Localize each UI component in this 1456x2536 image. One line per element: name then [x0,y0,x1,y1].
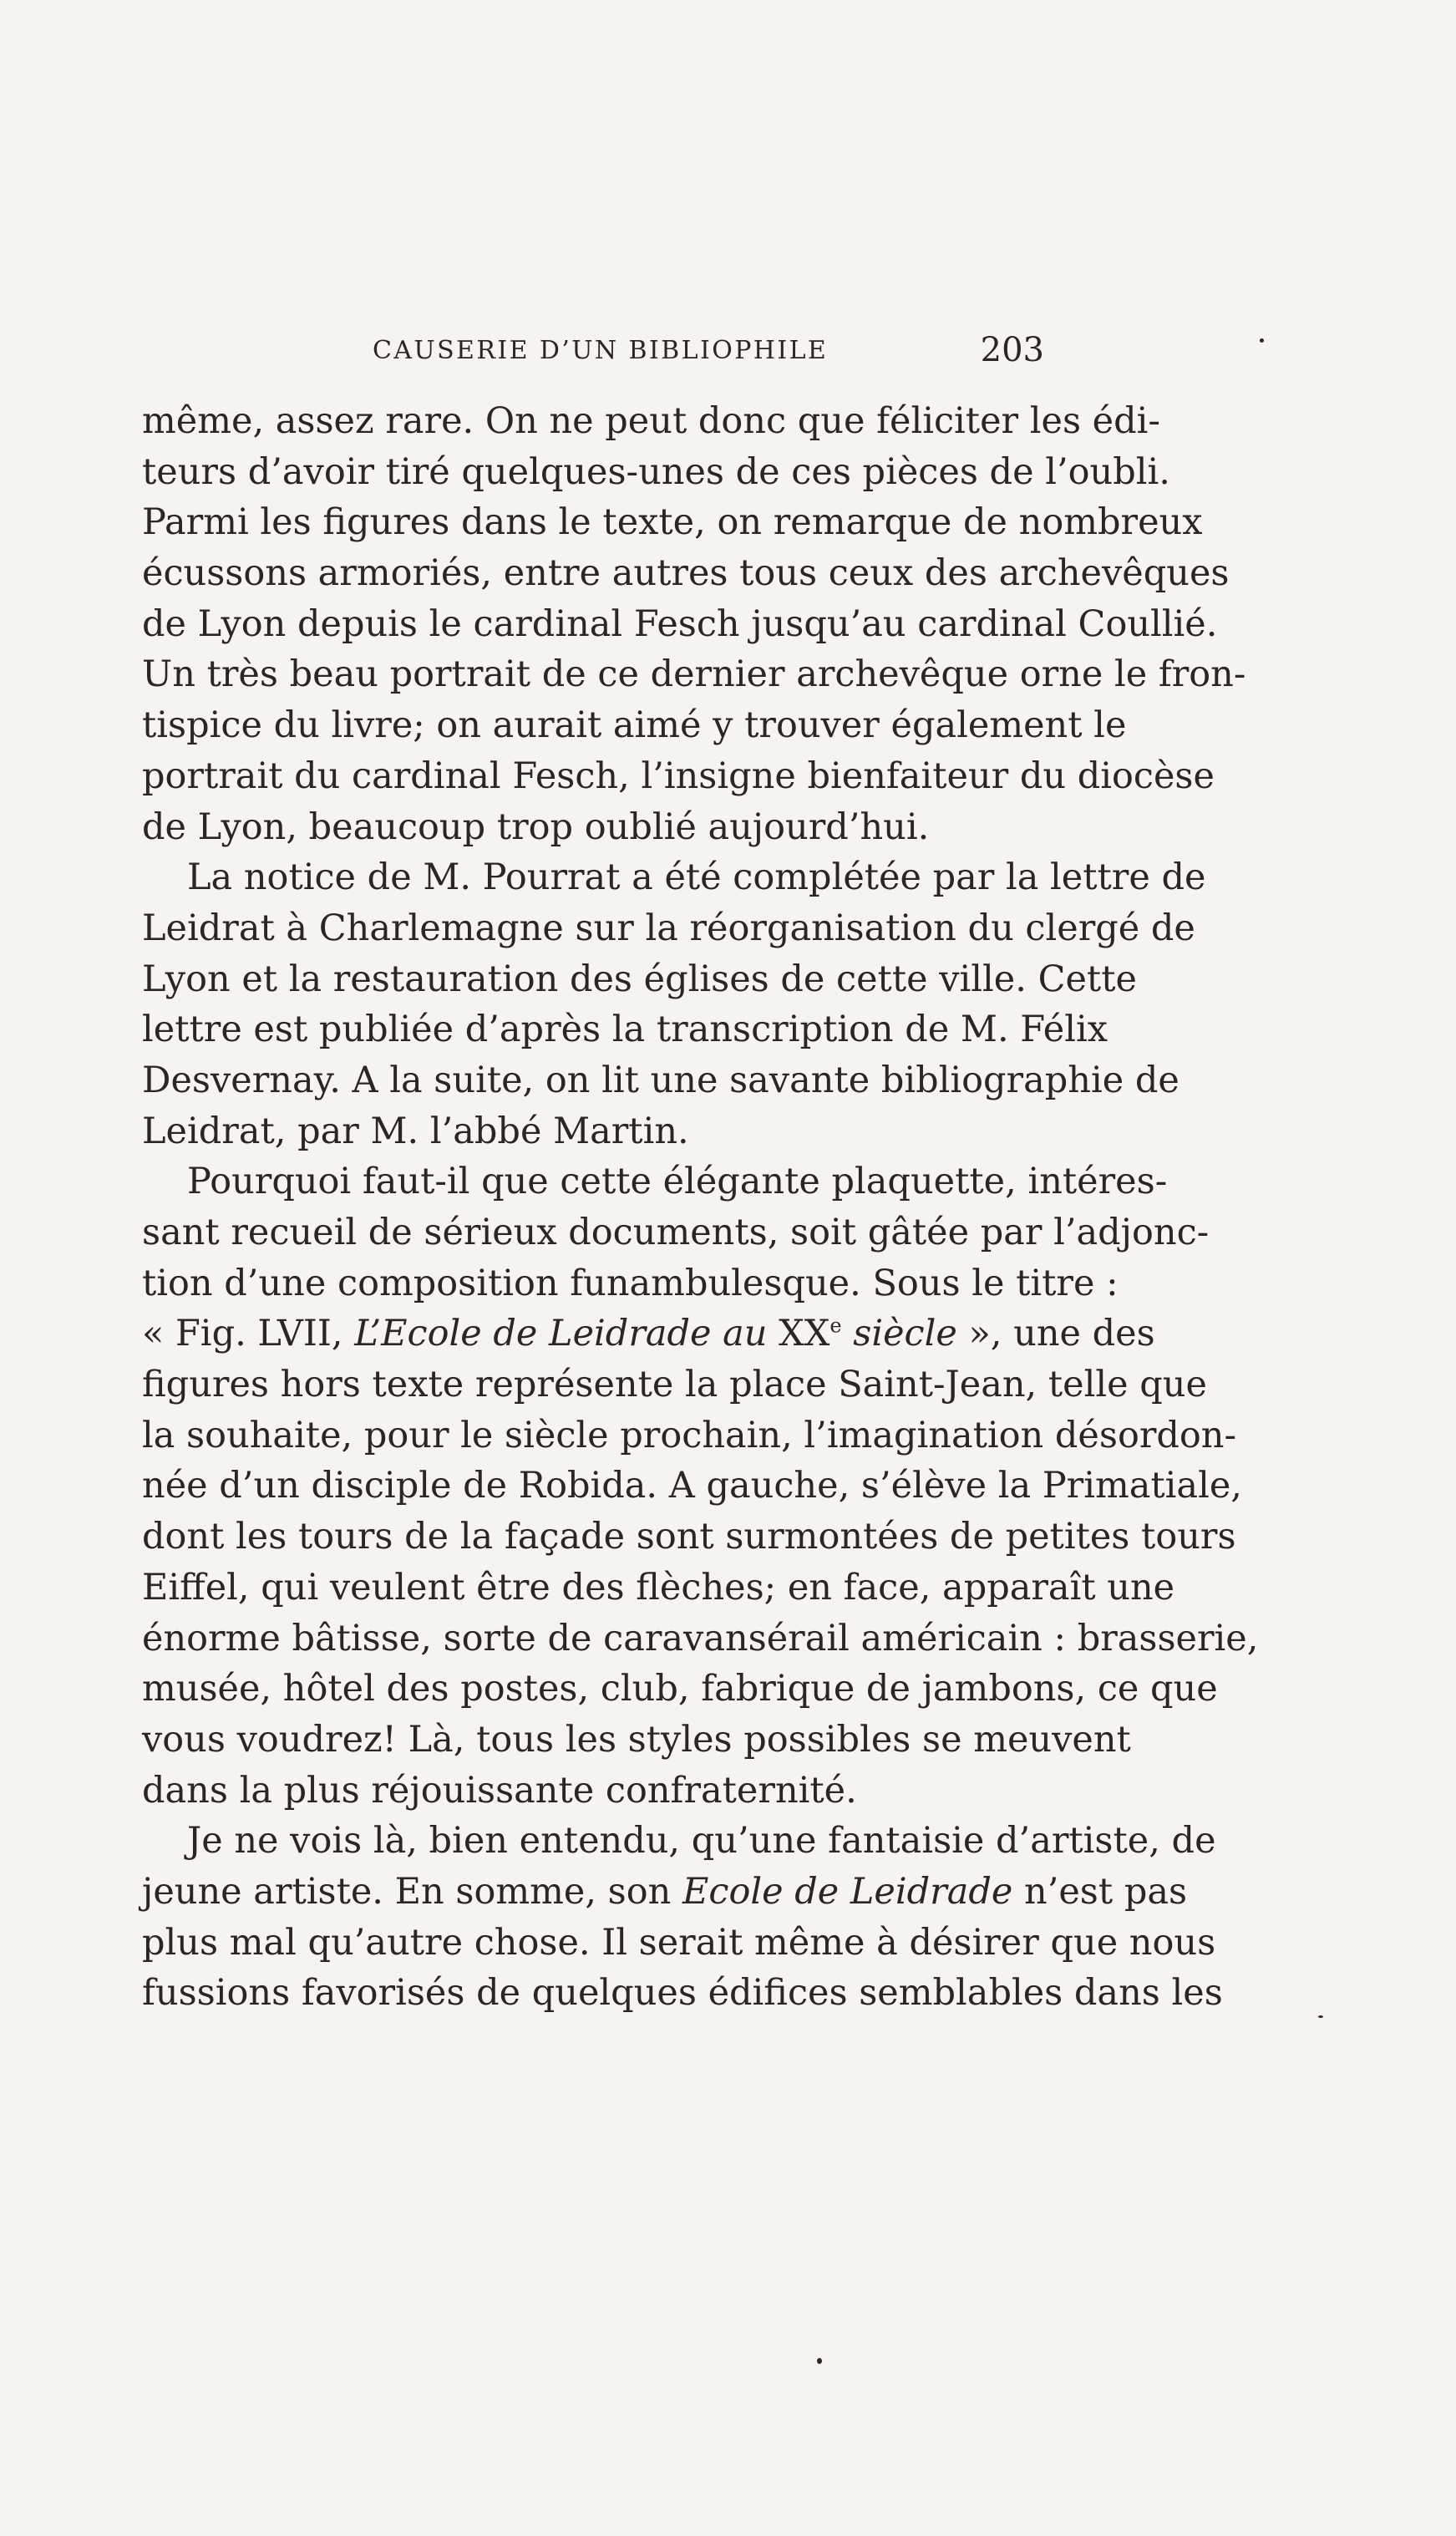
text-line: même, assez rare. On ne peut donc que féliciter les édi- [142,400,1160,442]
page-speck [1318,2015,1323,2018]
text-line: Parmi les figures dans le texte, on remarque de nombreux [142,501,1203,544]
text-line: teurs d’avoir tiré quelques-unes de ces pièces de l’oubli. [142,450,1170,493]
text-line: figures hors texte représente la place Saint-Jean, telle que [142,1364,1207,1406]
text-line: Pourquoi faut-il que cette élégante plaquette, intéres- [187,1161,1168,1203]
text-line: de Lyon depuis le cardinal Fesch jusqu’au cardinal Coullié. [142,602,1218,645]
italic-title: L’Ecole de Leidrade au [354,1313,768,1355]
text-line [142,1309,1155,1359]
text-line: sant recueil de sérieux documents, soit gâtée par l’adjonc- [142,1212,1210,1253]
text-line: dont les tours de la façade sont surmontées de petites tours [142,1516,1236,1558]
text-line: Je ne vois là, bien entendu, qu’une fantaisie d’artiste, de [187,1820,1216,1863]
page-speck [1260,338,1264,343]
italic-word: siècle [853,1313,957,1355]
text-segment: », une des [956,1313,1155,1355]
text-line: vous voudrez! Là, tous les styles possibles se meuvent [142,1718,1131,1761]
text-segment: jeune artiste. En somme, son [142,1870,682,1913]
text-line: tispice du livre; on aurait aimé y trouver également le [142,704,1127,747]
text-line: portrait du cardinal Fesch, l’insigne bienfaiteur du diocèse [142,755,1215,797]
running-head [142,331,1044,381]
text-line: écussons armoriés, entre autres tous ceux des archevêques [142,552,1230,595]
text-line: Eiffel, qui veulent être des flèches; en face, apparaît une [142,1566,1175,1609]
text-line: née d’un disciple de Robida. A gauche, s’élève la Primatiale, [142,1465,1242,1507]
text-line: La notice de M. Pourrat a été complétée par la lettre de [187,856,1206,899]
text-line: énorme bâtisse, sorte de caravansérail américain : brasserie, [142,1617,1259,1659]
century-numeral: XX [779,1313,830,1355]
running-title: CAUSERIE D’UN BIBLIOPHILE [373,336,829,365]
page-number: 203 [980,331,1044,369]
text-line: Desvernay. A la suite, on lit une savante bibliographie de [142,1059,1180,1101]
page-speck [817,2358,822,2364]
italic-title: Ecole de Leidrade [682,1870,1013,1913]
text-line [142,1867,1188,1918]
text-line: de Lyon, beaucoup trop oublié aujourd’hui. [142,806,930,848]
text-line: Lyon et la restauration des églises de cette ville. Cette [142,958,1137,1000]
body-text [142,396,1259,2019]
text-line: tion d’une composition funambulesque. Sous le titre : [142,1262,1119,1304]
text-line: Leidrat, par M. l’abbé Martin. [142,1110,689,1152]
text-line: Un très beau portrait de ce dernier archevêque orne le fron- [142,653,1246,696]
text-line: fussions favorisés de quelques édifices semblables dans les [142,1972,1223,2015]
text-line: dans la plus réjouissante confraternité. [142,1769,857,1812]
century-superscript: e [829,1314,842,1339]
text-segment: « Fig. LVII, [142,1313,355,1355]
text-line: Leidrat à Charlemagne sur la réorganisation du clergé de [142,907,1195,949]
text-segment: n’est pas [1012,1870,1188,1913]
text-line: lettre est publiée d’après la transcription de M. Félix [142,1009,1108,1051]
text-line: la souhaite, pour le siècle prochain, l’imagination désordon- [142,1414,1237,1456]
text-line: plus mal qu’autre chose. Il serait même à désirer que nous [142,1921,1216,1964]
text-line: musée, hôtel des postes, club, fabrique de jambons, ce que [142,1668,1218,1710]
